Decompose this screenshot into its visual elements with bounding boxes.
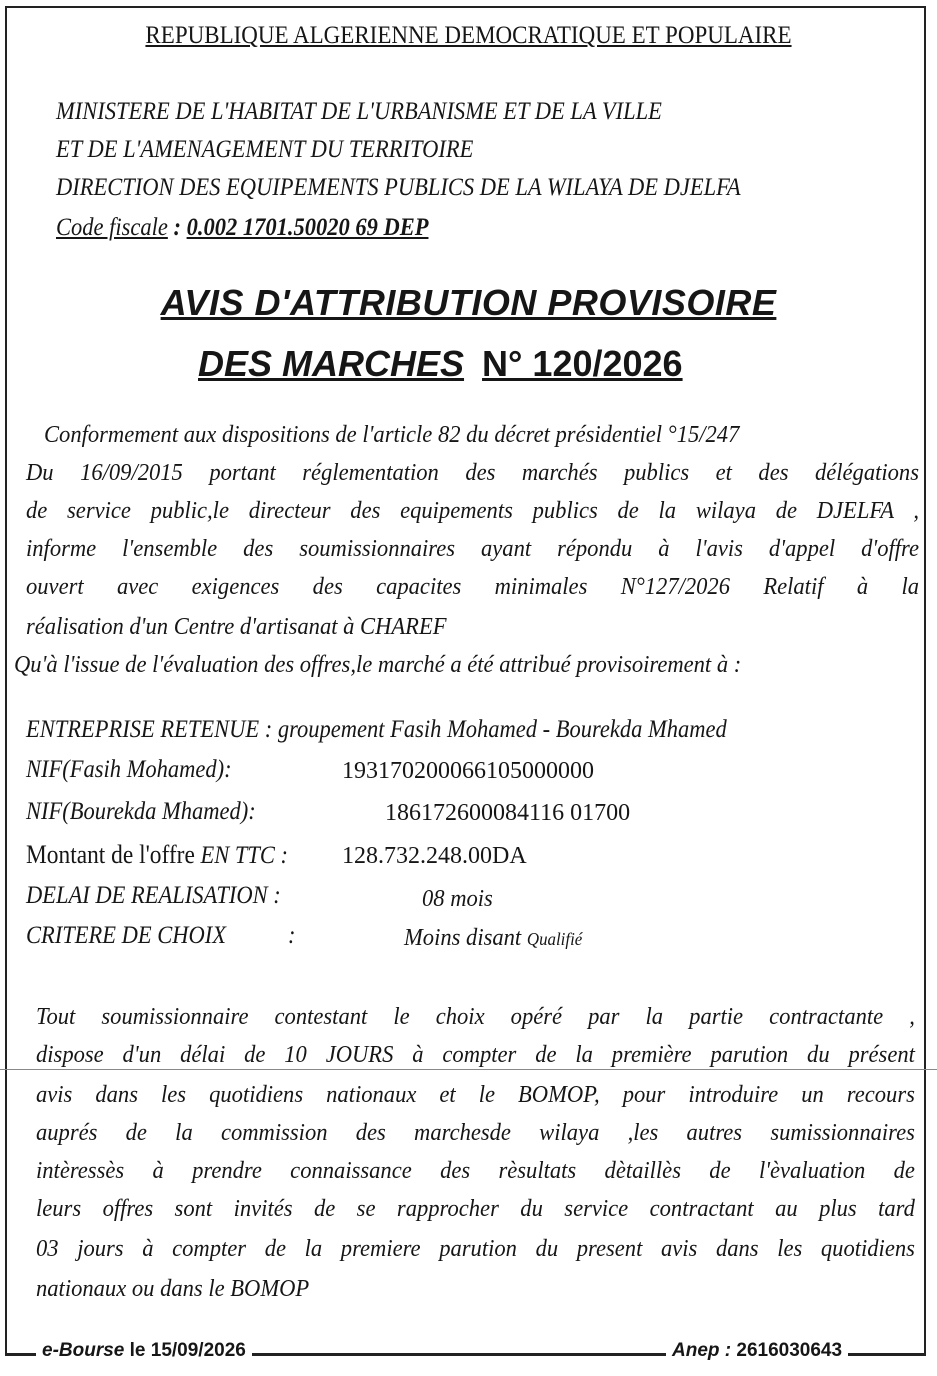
notice-number: N° 120/2026 (482, 343, 683, 384)
nif1-value: 193170200066105000000 (342, 758, 594, 784)
markets-label: DES MARCHES (198, 343, 465, 384)
intro-line-4: informe l'ensemble des soumissionnaires ayant répondu à l'avis d'appel d'offre (26, 536, 919, 562)
closing-line-4: auprés de la commission des marchesde wilaya ,les autres sumissionnaires (36, 1120, 915, 1146)
closing-line-6: leurs offres sont invités de se rapprocher du service contractant au plus tard (36, 1196, 915, 1222)
closing-line-2: dispose d'un délai de 10 JOURS à compter de la première parution du présent (36, 1042, 915, 1068)
intro-line-1: Conformement aux dispositions de l'article 82 du décret présidentiel °15/247 (44, 422, 740, 448)
intro-line-3: de service public,le directeur des equipements publics de la wilaya de DJELFA , (26, 498, 919, 524)
ministry-line-1: MINISTERE DE L'HABITAT DE L'URBANISME ET DE LA VILLE (56, 98, 662, 125)
footer-anep-label: Anep : (672, 1340, 732, 1361)
footer-anep-number: 2616030643 (736, 1340, 843, 1361)
nif1-label: NIF(Fasih Mohamed): (26, 756, 232, 783)
nif2-label: NIF(Bourekda Mhamed): (26, 798, 256, 825)
intro-line-5: ouvert avec exigences des capacites minimales N°127/2026 Relatif à la (26, 574, 919, 600)
closing-line-3: avis dans les quotidiens nationaux et le BOMOP, pour introduire un recours (36, 1082, 915, 1108)
criteria-label: CRITERE DE CHOIX (26, 922, 226, 949)
fiscal-colon: : (173, 214, 181, 241)
nif2-value: 186172600084116 01700 (385, 800, 631, 826)
closing-line-8: nationaux ou dans le BOMOP (36, 1276, 310, 1302)
notice-frame (5, 6, 926, 1356)
closing-line-7: 03 jours à compter de la premiere parution du present avis dans les quotidiens (36, 1236, 915, 1262)
fiscal-code: 0.002 1701.50020 69 DEP (186, 214, 429, 241)
intro-line-6: réalisation d'un Centre d'artisanat à CHAREF (26, 614, 447, 640)
ministry-line-2: ET DE L'AMENAGEMENT DU TERRITOIRE (56, 136, 474, 163)
delay-value: 08 mois (422, 886, 493, 912)
footer-source-name: e-Bourse (42, 1340, 125, 1361)
company-label: ENTREPRISE RETENUE : (26, 716, 273, 743)
fiscal-label: Code fiscale (56, 214, 168, 241)
criteria-value (404, 925, 582, 952)
criteria-colon: : (288, 922, 296, 949)
criteria-qualifier: Qualifié (526, 929, 583, 949)
intro-line-2: Du 16/09/2015 portant réglementation des marchés publics et des délégations (26, 460, 919, 486)
delay-label: DELAI DE REALISATION : (26, 882, 281, 909)
scan-crease (0, 1069, 937, 1070)
notice-title: AVIS D'ATTRIBUTION PROVISOIRE (160, 282, 777, 323)
footer-date: le 15/09/2026 (129, 1340, 246, 1361)
company-value: groupement Fasih Mohamed - Bourekda Mhamed (277, 716, 727, 743)
closing-line-1: Tout soumissionnaire contestant le choix opéré par la partie contractante , (36, 1004, 915, 1030)
company-row (26, 716, 727, 744)
direction-line: DIRECTION DES EQUIPEMENTS PUBLICS DE LA WILAYA DE DJELFA (56, 174, 741, 201)
footer-anep (666, 1340, 848, 1362)
fiscal-code-line (56, 214, 428, 242)
amount-label (26, 840, 288, 870)
footer-source (36, 1340, 252, 1362)
amount-label-pre: Montant de l'offre (26, 840, 195, 869)
amount-label-em: EN TTC : (200, 842, 289, 869)
criteria-main: Moins disant (404, 925, 522, 951)
intro-line-7: Qu'à l'issue de l'évaluation des offres,le marché a été attribué provisoirement à : (14, 652, 742, 678)
republic-heading: REPUBLIQUE ALGERIENNE DEMOCRATIQUE ET POPULAIRE (145, 22, 792, 49)
notice-subtitle (198, 343, 683, 385)
closing-line-5: intèressès à prendre connaissance des rèsultats dètaillès de l'èvaluation de (36, 1158, 915, 1184)
amount-value: 128.732.248.00DA (342, 843, 527, 869)
